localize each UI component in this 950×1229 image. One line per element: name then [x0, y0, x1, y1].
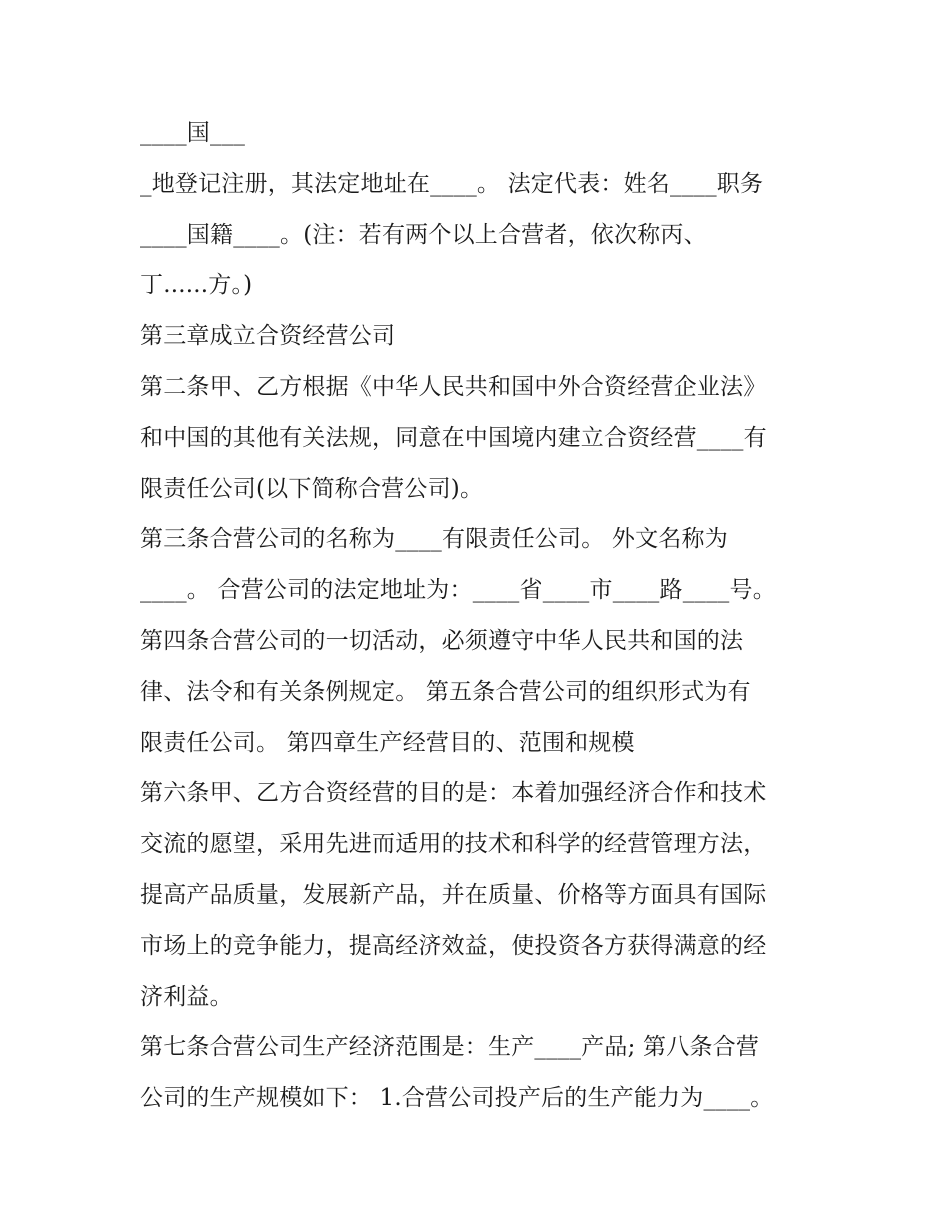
text-line: 第二条甲、乙方根据《中华人民共和国中外合资经营企业法》 — [140, 373, 767, 400]
document-body — [140, 108, 820, 1124]
text-line: 提高产品质量，发展新产品，并在质量、价格等方面具有国际 — [140, 881, 767, 908]
text-line: 第三条合营公司的名称为____有限责任公司。 外文名称为 — [140, 526, 728, 553]
text-line: ____国籍____。(注：若有两个以上合营者，依次称丙、 — [140, 221, 707, 248]
text-line: 公司的生产规模如下： 1.合营公司投产后的生产能力为____。 — [140, 1085, 774, 1112]
text-line: 限责任公司(以下简称合营公司)。 — [140, 475, 484, 502]
text-line: 丁......方。) — [140, 272, 253, 299]
text-line: 限责任公司。 第四章生产经营目的、范围和规模 — [140, 729, 635, 756]
text-line: _地登记注册，其法定地址在____。 法定代表：姓名____职务 — [140, 170, 764, 197]
text-line: 律、法令和有关条例规定。 第五条合营公司的组织形式为有 — [140, 678, 751, 705]
text-line: 交流的愿望，采用先进而适用的技术和科学的经营管理方法， — [140, 831, 767, 858]
chapter-heading: 第三章成立合资经营公司 — [140, 323, 396, 350]
text-line: ____。 合营公司的法定地址为：____省____市____路____号。 — [140, 577, 776, 604]
text-line: 济利益。 — [140, 983, 233, 1010]
text-line: 第六条甲、乙方合资经营的目的是：本着加强经济合作和技术 — [140, 780, 767, 807]
text-line: ____国___ — [140, 120, 246, 146]
text-line: 第四条合营公司的一切活动，必须遵守中华人民共和国的法 — [140, 627, 744, 654]
text-line: 和中国的其他有关法规，同意在中国境内建立合资经营____有 — [140, 424, 767, 451]
text-line: 市场上的竞争能力，提高经济效益，使投资各方获得满意的经 — [140, 932, 767, 959]
text-line: 第七条合营公司生产经济范围是：生产____产品; 第八条合营 — [140, 1034, 760, 1061]
